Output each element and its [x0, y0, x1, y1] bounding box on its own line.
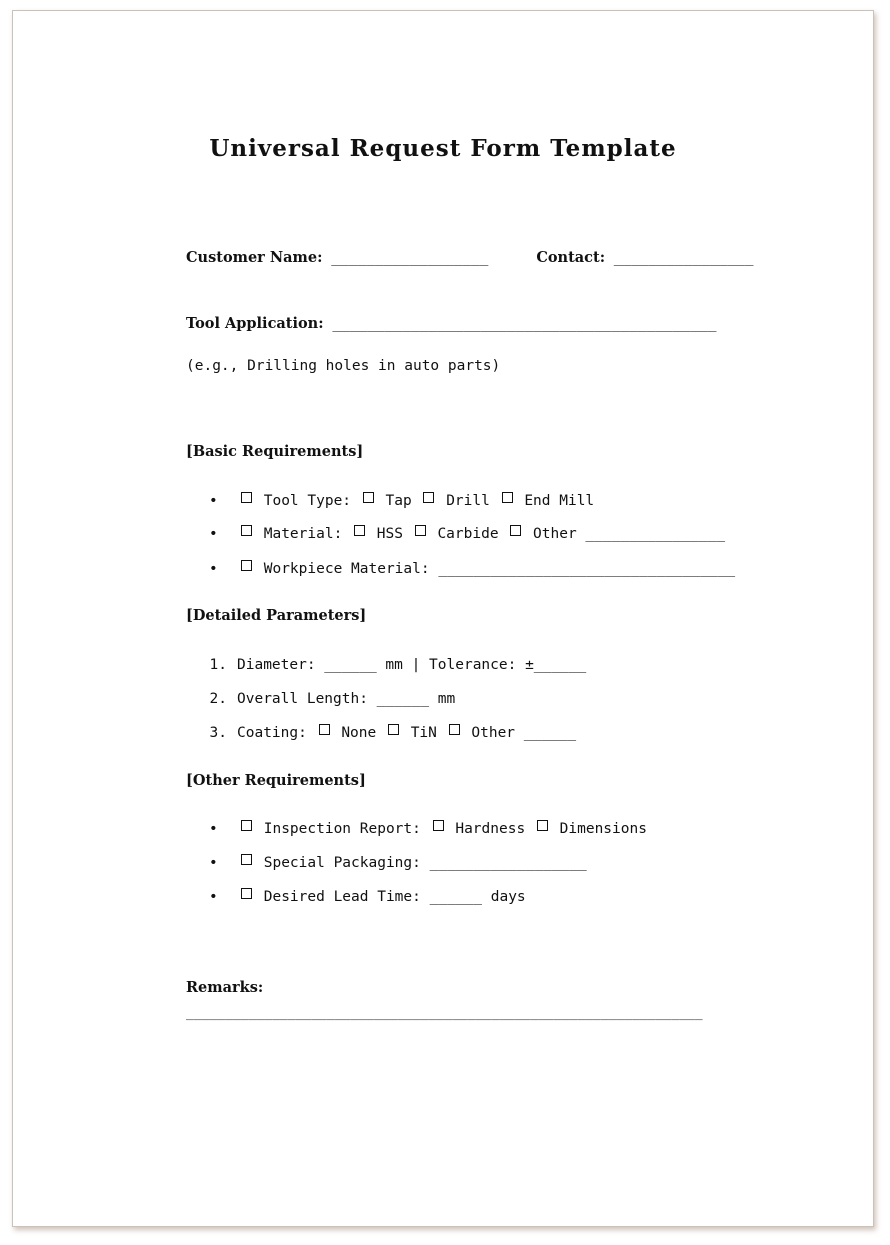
coating-none-checkbox[interactable]	[319, 724, 330, 735]
list-item-coating	[186, 723, 576, 743]
dimensions-option: Dimensions	[559, 821, 647, 837]
tap-option: Tap	[385, 493, 412, 509]
carbide-option: Carbide	[437, 526, 499, 542]
hardness-checkbox[interactable]	[433, 820, 444, 831]
drill-option: Drill	[446, 493, 490, 509]
other-material-field[interactable]: ________________	[585, 526, 726, 542]
other-material-option: Other	[533, 526, 577, 542]
item-number: 2.	[209, 691, 227, 707]
other-material-checkbox[interactable]	[510, 525, 521, 536]
bullet: •	[209, 855, 218, 871]
item-number: 1.	[209, 657, 227, 673]
list-item-workpiece	[186, 559, 735, 579]
basic-requirements-heading: [Basic Requirements]	[186, 443, 364, 460]
end-mill-option: End Mill	[524, 493, 595, 509]
coating-none-option: None	[341, 725, 377, 741]
list-item-packaging	[186, 853, 587, 873]
workpiece-checkbox[interactable]	[241, 560, 252, 571]
dimensions-checkbox[interactable]	[537, 820, 548, 831]
list-item-diameter	[186, 655, 586, 675]
tool-type-label: Tool Type:	[263, 493, 352, 509]
workpiece-field[interactable]: __________________________________	[438, 561, 736, 577]
list-item-overall-length	[186, 689, 455, 709]
material-label: Material:	[263, 526, 343, 542]
item-number: 3.	[209, 725, 227, 741]
list-item-lead-time	[186, 887, 526, 907]
customer-row	[186, 248, 753, 268]
coating-tin-option: TiN	[410, 725, 437, 741]
document-page	[12, 10, 874, 1227]
tool-application-label: Tool Application:	[186, 315, 324, 332]
other-requirements-heading: [Other Requirements]	[186, 772, 366, 789]
lead-time-label: Desired Lead Time:	[263, 889, 421, 905]
hss-option: HSS	[376, 526, 403, 542]
packaging-checkbox[interactable]	[241, 854, 252, 865]
coating-label: Coating:	[237, 725, 307, 741]
list-item-tool-type	[186, 491, 594, 511]
list-item-material	[186, 524, 725, 544]
overall-length-field[interactable]: Overall Length: ______ mm	[237, 691, 456, 707]
remarks-field[interactable]: __________________________________________________________________	[186, 1006, 703, 1021]
lead-time-checkbox[interactable]	[241, 888, 252, 899]
form-title: Universal Request Form Template	[209, 135, 677, 162]
lead-time-unit: days	[490, 889, 526, 905]
hardness-option: Hardness	[455, 821, 526, 837]
tap-checkbox[interactable]	[363, 492, 374, 503]
contact-field[interactable]: ________________	[613, 250, 754, 266]
contact-label: Contact:	[536, 249, 606, 266]
tool-type-checkbox[interactable]	[241, 492, 252, 503]
tool-application-field[interactable]: ____________________________________________	[332, 316, 717, 332]
bullet: •	[209, 889, 218, 905]
workpiece-label: Workpiece Material:	[263, 561, 430, 577]
list-item-inspection	[186, 819, 647, 839]
inspection-label: Inspection Report:	[263, 821, 421, 837]
hss-checkbox[interactable]	[354, 525, 365, 536]
tool-application-row	[186, 314, 716, 334]
material-checkbox[interactable]	[241, 525, 252, 536]
remarks-label: Remarks:	[186, 979, 264, 996]
customer-name-field[interactable]: __________________	[331, 250, 489, 266]
tool-application-example: (e.g., Drilling holes in auto parts)	[186, 358, 501, 374]
carbide-checkbox[interactable]	[415, 525, 426, 536]
bullet: •	[209, 561, 218, 577]
end-mill-checkbox[interactable]	[502, 492, 513, 503]
coating-tin-checkbox[interactable]	[388, 724, 399, 735]
bullet: •	[209, 526, 218, 542]
inspection-checkbox[interactable]	[241, 820, 252, 831]
customer-name-label: Customer Name:	[186, 249, 323, 266]
packaging-field[interactable]: __________________	[429, 855, 587, 871]
coating-other-field[interactable]: ______	[523, 725, 577, 741]
packaging-label: Special Packaging:	[263, 855, 421, 871]
coating-other-option: Other	[471, 725, 516, 741]
coating-other-checkbox[interactable]	[449, 724, 460, 735]
diameter-tolerance-field[interactable]: Diameter: ______ mm | Tolerance: ±______	[237, 657, 587, 673]
lead-time-field[interactable]: ______	[429, 889, 482, 905]
bullet: •	[209, 821, 218, 837]
drill-checkbox[interactable]	[423, 492, 434, 503]
detailed-parameters-heading: [Detailed Parameters]	[186, 607, 367, 624]
bullet: •	[209, 493, 218, 509]
